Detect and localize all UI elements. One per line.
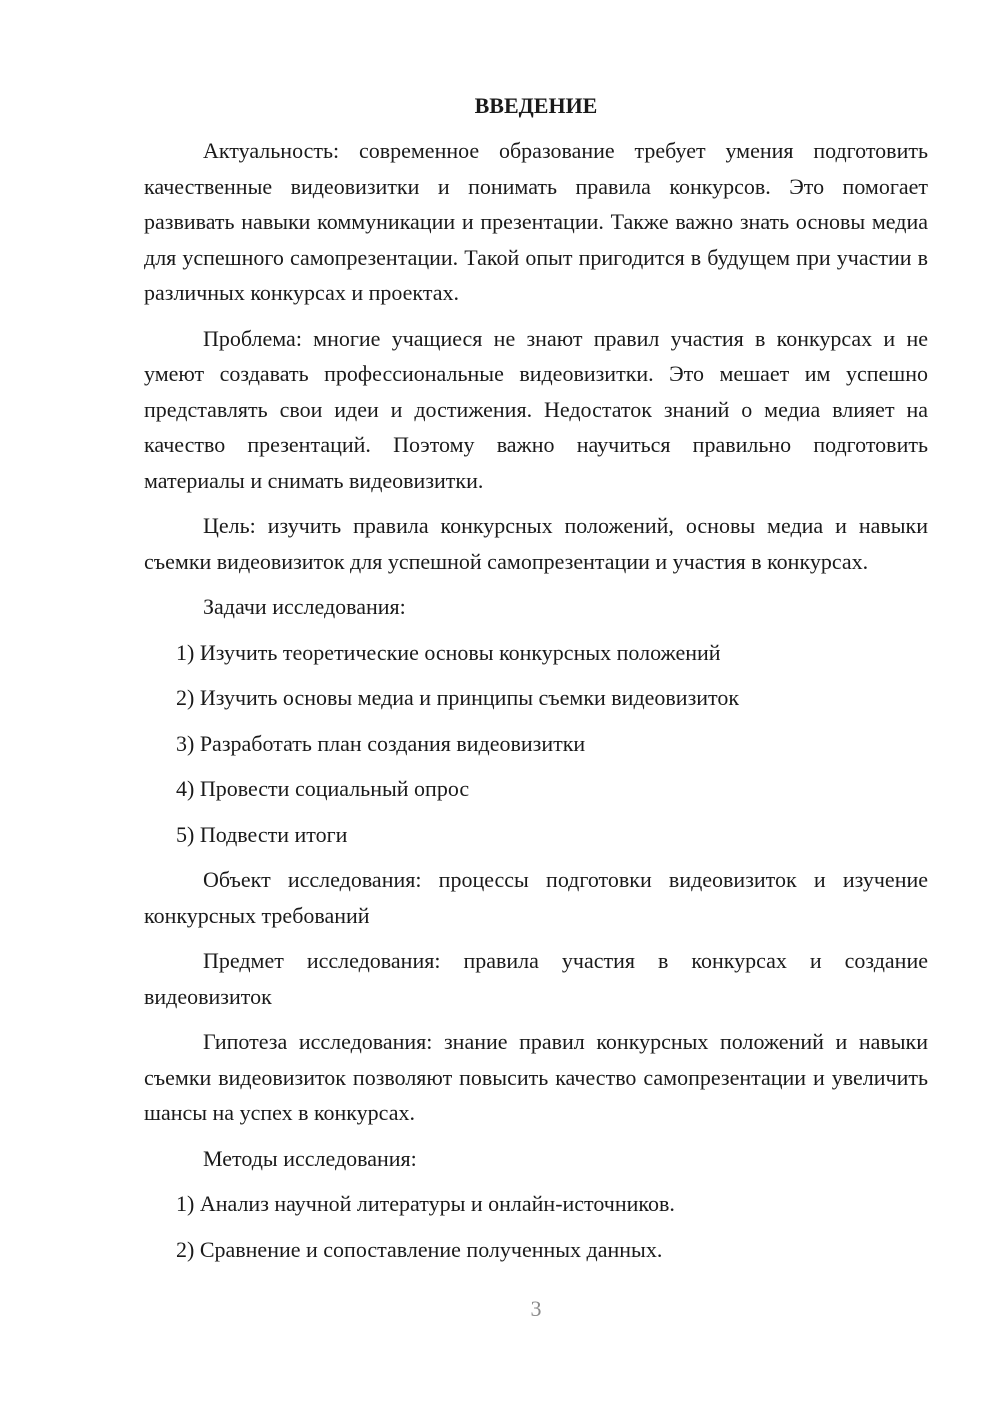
page-number: 3 <box>530 1296 542 1321</box>
method-item: 2) Сравнение и сопоставление полученных данных. <box>176 1236 663 1262</box>
methods-heading: Методы исследования: <box>203 1145 417 1171</box>
paragraph-relevance: Актуальность: современное образование требует умения подготовить качественные видеовизитки и понимать правила конкурсов. Это помогает развивать навыки коммуникации и презентации. Также важно знать основы медиа для успешного самопрезентации. Такой опыт пригодится в будущем при участии в различных конкурсах и проектах. <box>144 138 928 305</box>
task-item: 3) Разработать план создания видеовизитки <box>176 730 586 756</box>
section-title: ВВЕДЕНИЕ <box>474 93 598 118</box>
paragraph-problem: Проблема: многие учащиеся не знают правил участия в конкурсах и не умеют создавать профессиональные видеовизитки. Это мешает им успешно представлять свои идеи и достижения. Недостаток знаний о медиа влияет на качество презентаций. Поэтому важно научиться правильно подготовить материалы и снимать видеовизитки. <box>144 325 928 493</box>
paragraph-goal: Цель: изучить правила конкурсных положений, основы медиа и навыки съемки видеовизиток для успешной самопрезентации и участия в конкурсах. <box>144 513 928 574</box>
task-item: 1) Изучить теоретические основы конкурсных положений <box>176 639 721 665</box>
paragraph-object: Объект исследования: процессы подготовки видеовизиток и изучение конкурсных требований <box>144 867 928 928</box>
task-item: 2) Изучить основы медиа и принципы съемки видеовизиток <box>176 685 740 710</box>
document-page <box>144 88 928 1277</box>
tasks-list <box>144 635 928 853</box>
paragraph-subject: Предмет исследования: правила участия в конкурсах и создание видеовизиток <box>144 948 928 1009</box>
task-item: 4) Провести социальный опрос <box>176 776 470 801</box>
tasks-heading: Задачи исследования: <box>203 594 406 619</box>
paragraph-hypothesis: Гипотеза исследования: знание правил конкурсных положений и навыки съемки видеовизиток позволяют повысить качество самопрезентации и увеличить шансы на успех в конкурсах. <box>144 1029 928 1125</box>
methods-list <box>144 1186 928 1267</box>
task-item: 5) Подвести итоги <box>176 821 348 847</box>
method-item: 1) Анализ научной литературы и онлайн-источников. <box>176 1191 675 1216</box>
